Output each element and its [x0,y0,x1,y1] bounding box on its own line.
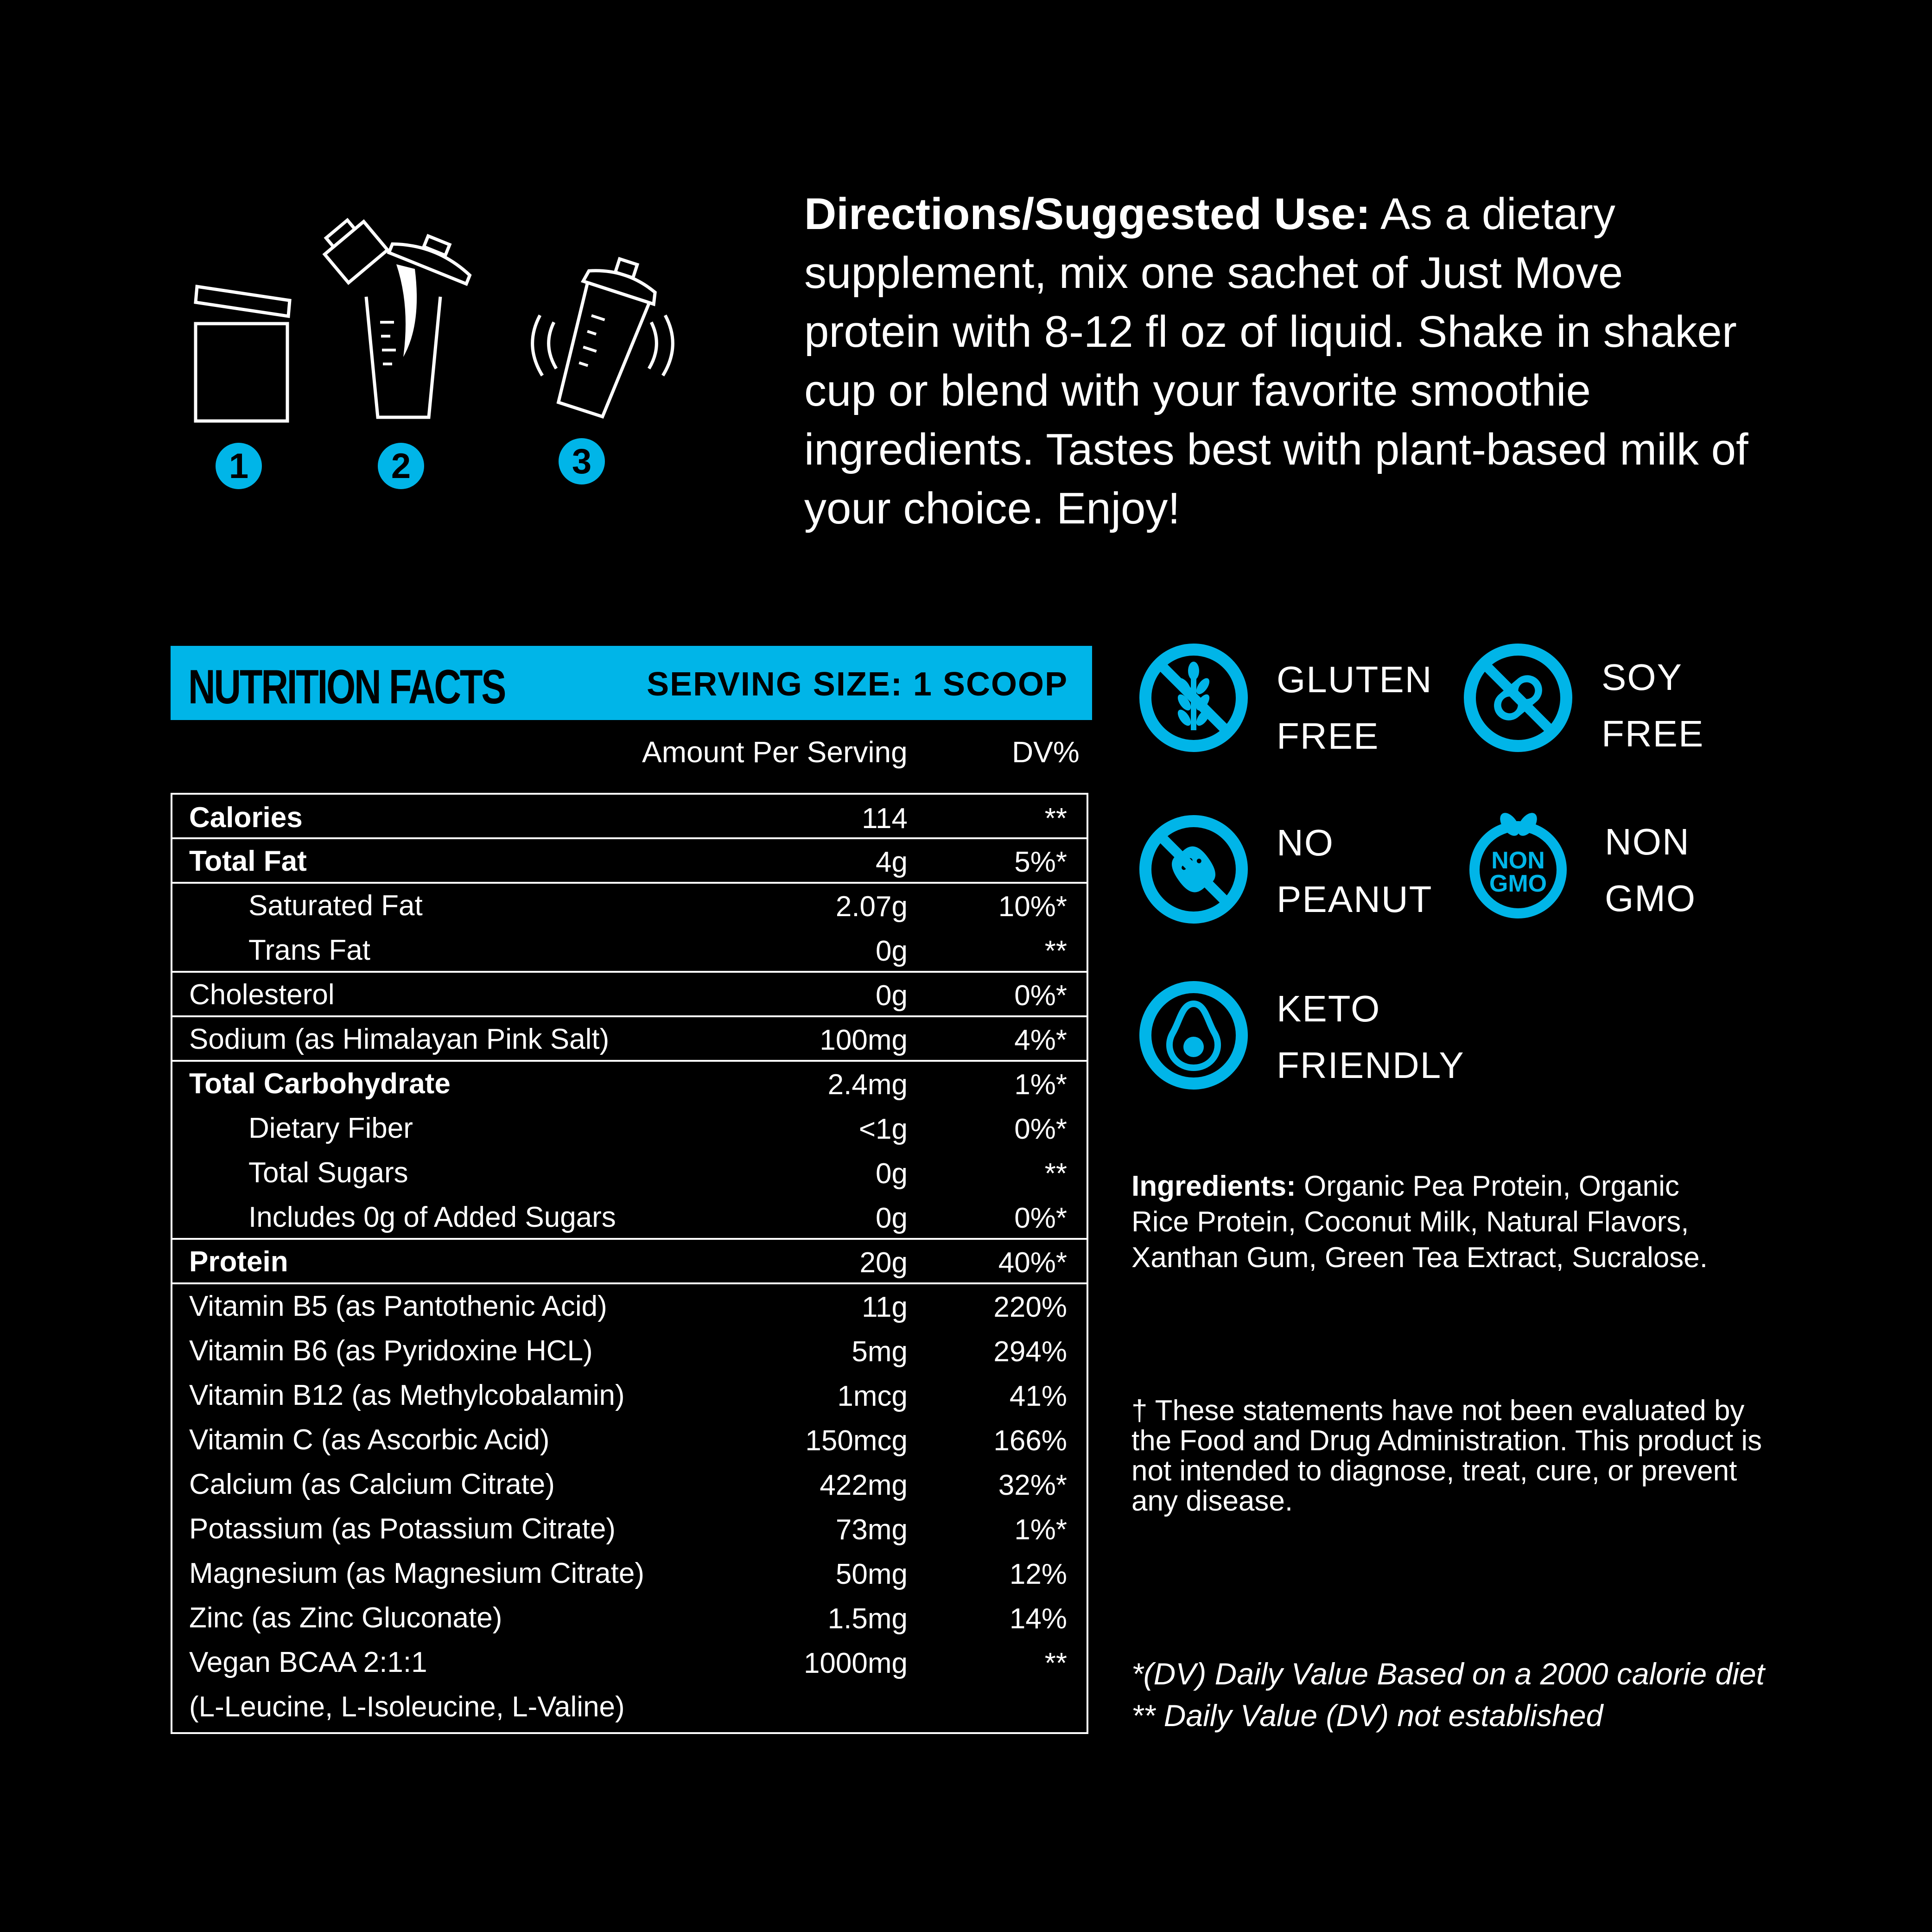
gluten-free-label: GLUTEN FREE [1277,659,1433,757]
table-row: Dietary Fiber <1g 0%* [248,1112,1067,1145]
no-peanut-label: NO PEANUT [1277,822,1433,920]
table-row: Cholesterol 0g 0%* [189,979,1067,1012]
sachet-icon [190,278,297,427]
ingredients [1131,1168,1734,1275]
table-row: Total Sugars 0g ** [248,1157,1067,1190]
dv-percent-header: DV% [1012,735,1080,769]
directions-body: As a dietary supplement, mix one sachet of Just Move protein with 8-12 fl oz of liquid. Shake in shaker cup or blend with your favorite smoothie ingredients. Tastes best with plant-based milk of your choice. Enjoy! [804,189,1748,533]
no-soy-icon [1462,642,1574,753]
avocado-icon [1138,980,1249,1091]
table-row: Sodium (as Himalayan Pink Salt) 100mg 4%* [189,1023,1067,1056]
table-row: Zinc (as Zinc Gluconate) 1.5mg 14% [189,1602,1067,1635]
table-row: Potassium (as Potassium Citrate) 73mg 1%* [189,1513,1067,1546]
pour-into-shaker-icon [315,218,482,422]
ingredients-heading: Ingredients: [1131,1170,1296,1202]
step-number-2: 2 [378,443,424,489]
footnote-dv-not-established: ** Daily Value (DV) not established [1131,1698,1603,1733]
table-row: Trans Fat 0g ** [248,934,1067,967]
no-gluten-icon [1138,642,1249,753]
nutrition-facts-title: NUTRITION FACTS [188,660,505,714]
table-row: Vitamin C (as Ascorbic Acid) 150mcg 166% [189,1424,1067,1457]
table-row: Calories 114 ** [189,802,1067,835]
step-number-1: 1 [216,443,262,489]
no-peanut-icon [1138,814,1249,925]
table-row: Total Carbohydrate 2.4mg 1%* [189,1068,1067,1101]
directions-text [804,185,1768,538]
nutrition-facts-header [171,646,1092,720]
non-gmo-label: NON GMO [1605,821,1697,919]
serving-size: SERVING SIZE: 1 SCOOP [647,666,1068,703]
table-row: Includes 0g of Added Sugars 0g 0%* [248,1201,1067,1234]
directions-heading: Directions/Suggested Use: [804,189,1371,239]
table-row: Vitamin B12 (as Methylcobalamin) 1mcg 41% [189,1379,1067,1412]
soy-free-label: SOY FREE [1602,657,1704,754]
table-row: Vitamin B5 (as Pantothenic Acid) 11g 220% [189,1290,1067,1323]
non-gmo-emblem-top: NON [1491,847,1545,874]
footnote-dv-based: *(DV) Daily Value Based on a 2000 calorie diet [1131,1657,1765,1691]
table-row: Total Fat 4g 5%* [189,845,1067,878]
table-row: Magnesium (as Magnesium Citrate) 50mg 12% [189,1557,1067,1590]
non-gmo-icon [1462,810,1574,922]
table-row: Protein 20g 40%* [189,1246,1067,1279]
shake-shaker-icon [521,246,684,422]
table-row: Vegan BCAA 2:1:1 (L-Leucine, L-Isoleucine, L-Valine) 1000mg ** [189,1646,1067,1723]
table-row: Saturated Fat 2.07g 10%* [248,890,1067,923]
step-number-3: 3 [559,438,605,485]
ingredients-body: Organic Pea Protein, Organic Rice Protein, Coconut Milk, Natural Flavors, Xanthan Gum, Green Tea Extract, Sucralose. [1131,1170,1708,1274]
table-row: Calcium (as Calcium Citrate) 422mg 32%* [189,1468,1067,1501]
fda-disclaimer: † These statements have not been evaluated by the Food and Drug Administration. This product is not intended to diagnose, treat, cure, or prevent any disease. [1131,1395,1762,1517]
keto-friendly-label: KETO FRIENDLY [1277,988,1465,1086]
table-row: Vitamin B6 (as Pyridoxine HCL) 5mg 294% [189,1335,1067,1368]
amount-per-serving-header: Amount Per Serving [642,735,908,769]
non-gmo-emblem-bottom: GMO [1489,870,1547,897]
nutrition-facts-table [171,793,1088,1734]
